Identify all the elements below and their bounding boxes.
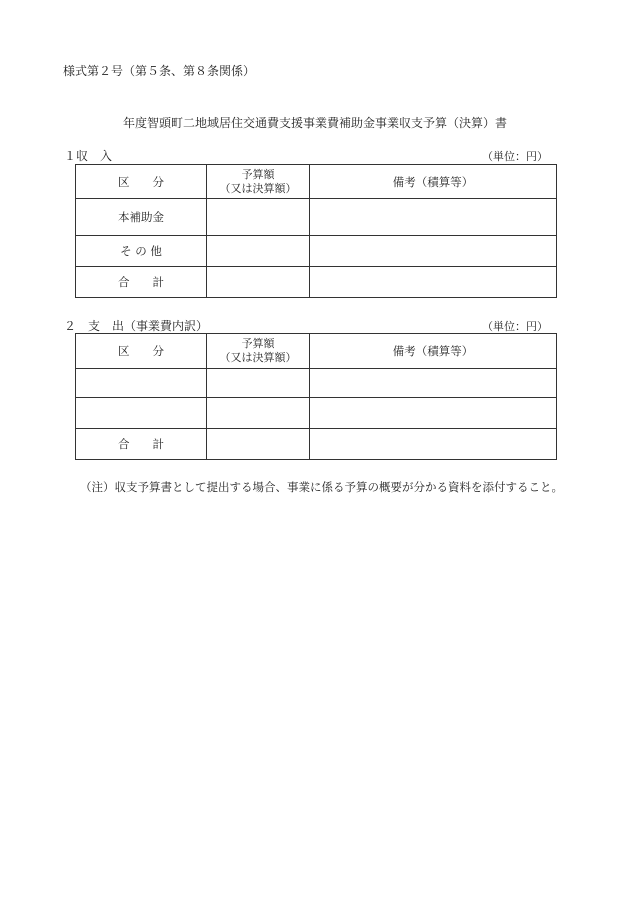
expense-row-amount[interactable] — [207, 398, 310, 429]
expense-heading: ２ 支 出（事業費内訳） — [64, 319, 209, 333]
table-row — [76, 369, 557, 398]
expense-row-category[interactable] — [76, 369, 207, 398]
table-row — [76, 429, 557, 460]
expense-col-remarks: 備考（積算等） — [310, 334, 557, 369]
income-row-amount[interactable] — [207, 199, 310, 236]
expense-row-amount[interactable] — [207, 429, 310, 460]
expense-row-category: 合 計 — [76, 429, 207, 460]
table-row — [76, 267, 557, 298]
expense-row-remarks[interactable] — [310, 398, 557, 429]
expense-col-amount-line1: 予算額 — [241, 337, 275, 350]
income-row-remarks[interactable] — [310, 267, 557, 298]
table-row — [76, 199, 557, 236]
income-col-amount-line1: 予算額 — [241, 167, 275, 181]
footnote: （注）収支予算書として提出する場合、事業に係る予算の概要が分かる資料を添付すること。 — [80, 480, 563, 494]
table-row — [76, 236, 557, 267]
income-row-remarks[interactable] — [310, 236, 557, 267]
income-table — [75, 164, 557, 298]
expense-table — [75, 333, 557, 460]
expense-col-category: 区 分 — [76, 334, 207, 369]
income-row-category: 本補助金 — [76, 199, 207, 236]
table-row — [76, 398, 557, 429]
document-title: 年度智頭町二地域居住交通費支援事業費補助金事業収支予算（決算）書 — [122, 116, 507, 130]
form-number: 様式第２号（第５条、第８条関係） — [63, 64, 256, 78]
income-row-category: そ の 他 — [76, 236, 207, 267]
income-row-remarks[interactable] — [310, 199, 557, 236]
income-unit: （単位：円） — [482, 150, 548, 163]
income-row-category: 合 計 — [76, 267, 207, 298]
income-row-amount[interactable] — [207, 267, 310, 298]
income-col-amount-line2: （又は決算額） — [219, 181, 297, 195]
expense-row-category[interactable] — [76, 398, 207, 429]
income-col-remarks: 備考（積算等） — [310, 165, 557, 199]
expense-row-amount[interactable] — [207, 369, 310, 398]
income-header-row — [76, 165, 557, 199]
expense-row-remarks[interactable] — [310, 429, 557, 460]
income-col-category: 区 分 — [76, 165, 207, 199]
expense-unit: （単位：円） — [482, 320, 548, 333]
expense-row-remarks[interactable] — [310, 369, 557, 398]
expense-header-row — [76, 334, 557, 369]
expense-col-amount — [207, 334, 310, 369]
income-heading: １収 入 — [64, 149, 113, 163]
expense-col-amount-line2: （又は決算額） — [219, 351, 297, 364]
income-row-amount[interactable] — [207, 236, 310, 267]
income-col-amount — [207, 165, 310, 199]
